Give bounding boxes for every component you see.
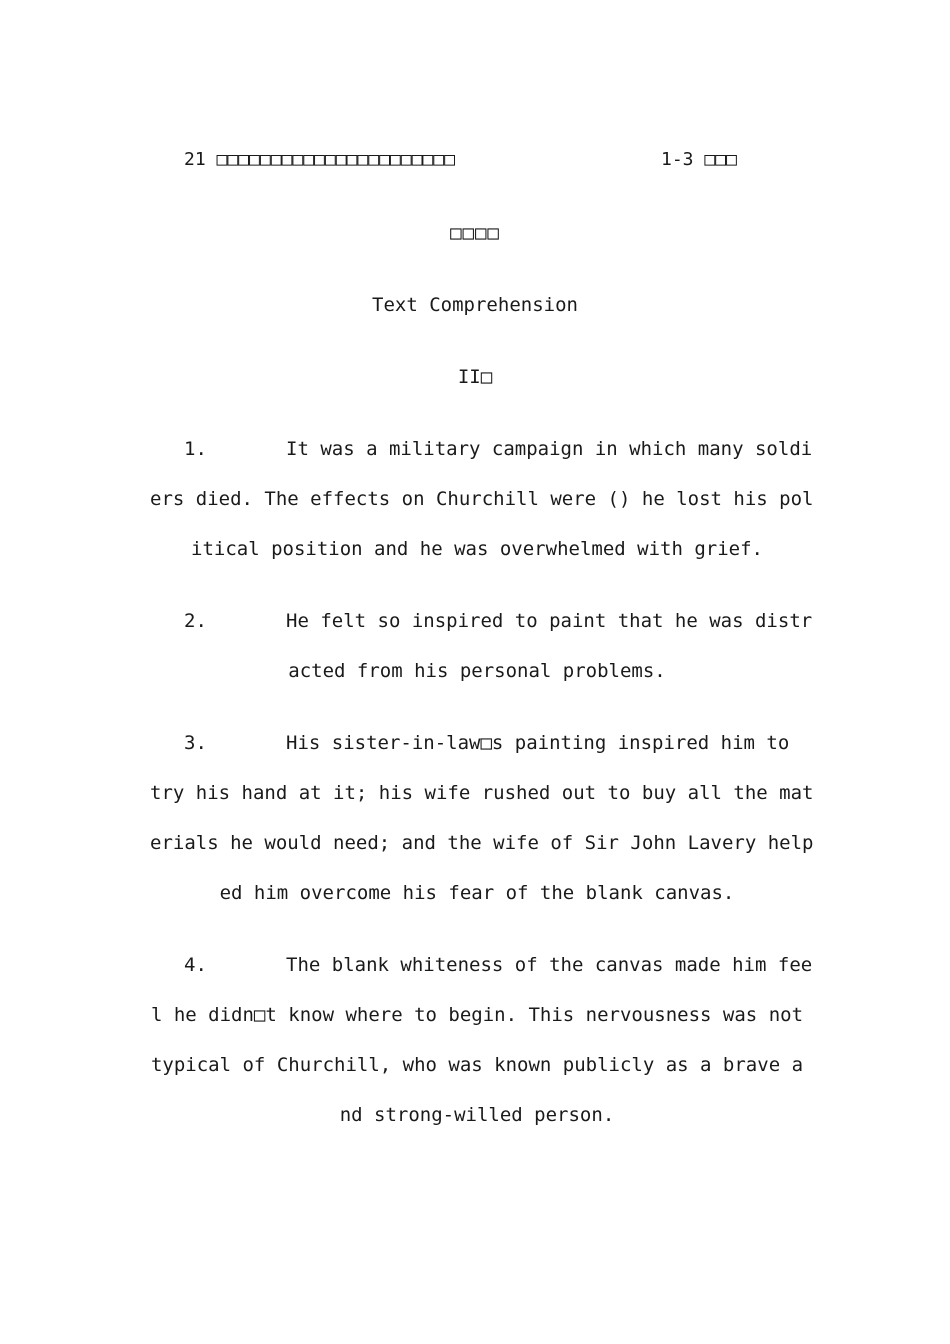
answer-number: 2.: [184, 610, 207, 632]
section-title: Text Comprehension: [372, 294, 578, 316]
answer-text: acted from his personal problems.: [288, 660, 666, 682]
answer-number: 1.: [184, 438, 207, 460]
answer-text: try his hand at it; his wife rushed out to buy all the mat: [150, 782, 814, 804]
answer-text: l he didn□t know where to begin. This nervousness was not: [150, 1004, 804, 1026]
answer-text: The blank whiteness of the canvas made him fee: [286, 954, 813, 976]
answer-item-3: [150, 718, 814, 918]
answer-text: typical of Churchill, who was known publicly as a brave a: [150, 1054, 804, 1076]
answer-first-line: [150, 718, 804, 768]
document-header: [184, 147, 744, 173]
answer-first-line: [150, 940, 813, 990]
answer-text: His sister-in-law□s painting inspired him to: [286, 732, 790, 754]
answer-number: 4.: [184, 954, 207, 976]
answer-text: ers died. The effects on Churchill were () he lost his pol: [150, 488, 814, 510]
answer-text: ed him overcome his fear of the blank canvas.: [219, 882, 735, 904]
part-label: II□: [457, 366, 493, 388]
answer-number: 3.: [184, 732, 207, 754]
answer-item-4: [150, 940, 813, 1140]
header-title: 21 □□□□□□□□□□□□□□□□□□□□□□: [184, 149, 455, 170]
answer-text: He felt so inspired to paint that he was distr: [286, 610, 813, 632]
answer-text: nd strong-willed person.: [339, 1104, 615, 1126]
answer-item-2: [150, 596, 813, 696]
header-unit-label: 1-3 □□□: [661, 149, 737, 170]
answer-text: It was a military campaign in which many soldi: [286, 438, 813, 460]
answer-item-1: [150, 424, 814, 574]
answer-text: erials he would need; and the wife of Sir John Lavery help: [150, 832, 814, 854]
section-subtitle-cn: □□□□: [450, 222, 500, 244]
answer-first-line: [150, 596, 813, 646]
answer-first-line: [150, 424, 813, 474]
answer-text: itical position and he was overwhelmed with grief.: [191, 538, 763, 560]
